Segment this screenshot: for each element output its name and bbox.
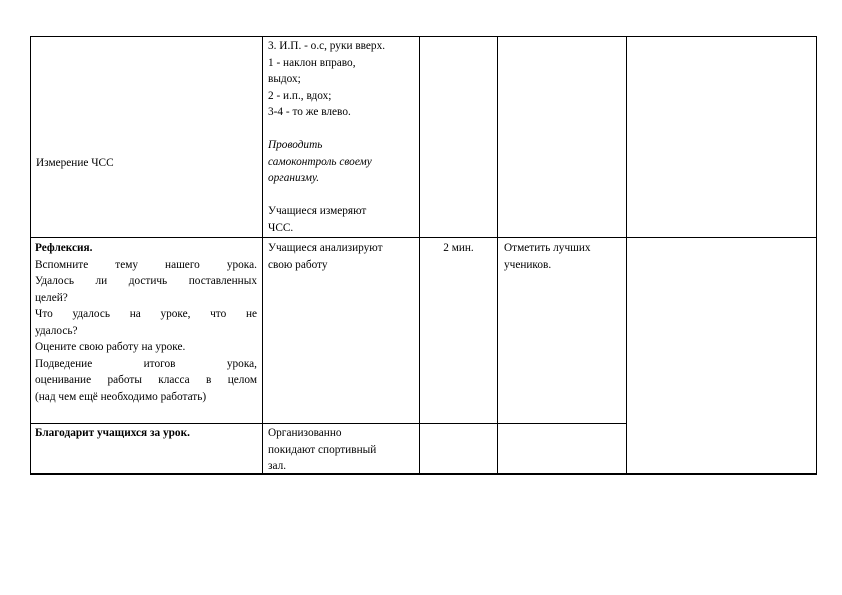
- stage-title: Благодарит учащихся за урок.: [35, 427, 190, 439]
- word: поставленных: [188, 275, 257, 287]
- word: уроке,: [160, 308, 191, 320]
- stage-line: целей?: [35, 291, 68, 304]
- row1-activity-cell: [268, 38, 418, 236]
- row2-notes-cell: [504, 240, 624, 273]
- word: класса: [158, 374, 190, 386]
- row2-activity-cell: [268, 240, 418, 273]
- stage-line: [35, 257, 257, 274]
- word: нашего: [165, 258, 200, 271]
- word: на: [129, 308, 141, 320]
- word: работы: [107, 374, 142, 386]
- row-divider-1: [30, 237, 817, 238]
- activity-line: ЧСС.: [268, 221, 294, 234]
- activity-line: свою работу: [268, 258, 328, 271]
- word: тему: [115, 258, 139, 271]
- activity-italic-line: Проводить: [268, 139, 323, 151]
- word: Подведение: [35, 357, 93, 370]
- activity-line: зал.: [268, 460, 287, 472]
- word: в: [206, 374, 212, 386]
- col-border-3: [497, 36, 498, 475]
- col-border-5: [816, 36, 817, 475]
- stage-line: удалось?: [35, 324, 78, 337]
- col-border-4: [626, 36, 627, 475]
- activity-line: выдох;: [268, 73, 301, 85]
- word: удалось: [72, 308, 110, 320]
- row3-stage-cell: [35, 425, 257, 442]
- activity-line: 2 - и.п., вдох;: [268, 89, 332, 102]
- word: ли: [95, 275, 108, 287]
- stage-line: [35, 306, 257, 323]
- word: итогов: [143, 357, 176, 370]
- notes-line: учеников.: [504, 258, 552, 271]
- row1-stage-cell: [36, 155, 258, 172]
- activity-line: 3. И.П. - о.с, руки вверх.: [268, 40, 386, 52]
- word: оценивание: [35, 374, 92, 386]
- activity-line: Учащиеся измеряют: [268, 205, 367, 217]
- word: Удалось: [35, 275, 75, 287]
- word: не: [245, 308, 257, 320]
- word: целом: [227, 374, 257, 386]
- stage-line: (над чем ещё необходимо работать): [35, 390, 207, 403]
- row-divider-2-partial: [30, 423, 627, 424]
- row2-stage-cell: [35, 240, 257, 405]
- activity-line: 1 - наклон вправо,: [268, 56, 356, 69]
- time-value: 2 мин.: [443, 242, 474, 254]
- stage-line: [35, 372, 257, 389]
- table-bottom-border: [30, 473, 817, 475]
- word: урока.: [226, 258, 257, 271]
- notes-line: Отметить лучших: [504, 242, 591, 254]
- row1-stage-text: Измерение ЧСС: [36, 157, 114, 169]
- blank-line: [268, 187, 418, 204]
- activity-italic-line: самоконтроль своему: [268, 155, 372, 168]
- word: урока,: [226, 357, 257, 370]
- activity-line: Организованно: [268, 427, 342, 439]
- stage-line: Оцените свою работу на уроке.: [35, 341, 186, 353]
- col-border-1: [262, 36, 263, 475]
- stage-title: Рефлексия.: [35, 242, 93, 254]
- activity-italic-line: организму.: [268, 172, 320, 184]
- col-border-0: [30, 36, 31, 475]
- word: достичь: [128, 275, 168, 287]
- blank-line: [268, 121, 418, 138]
- row3-activity-cell: [268, 425, 418, 475]
- stage-line: [35, 273, 257, 290]
- word: Что: [35, 308, 53, 320]
- activity-line: покидают спортивный: [268, 443, 377, 456]
- table-top-border: [30, 36, 817, 37]
- word: что: [210, 308, 227, 320]
- row2-time-cell: [420, 240, 497, 257]
- activity-line: 3-4 - то же влево.: [268, 106, 351, 118]
- word: Вспомните: [35, 258, 89, 271]
- stage-line: [35, 356, 257, 373]
- activity-line: Учащиеся анализируют: [268, 242, 383, 254]
